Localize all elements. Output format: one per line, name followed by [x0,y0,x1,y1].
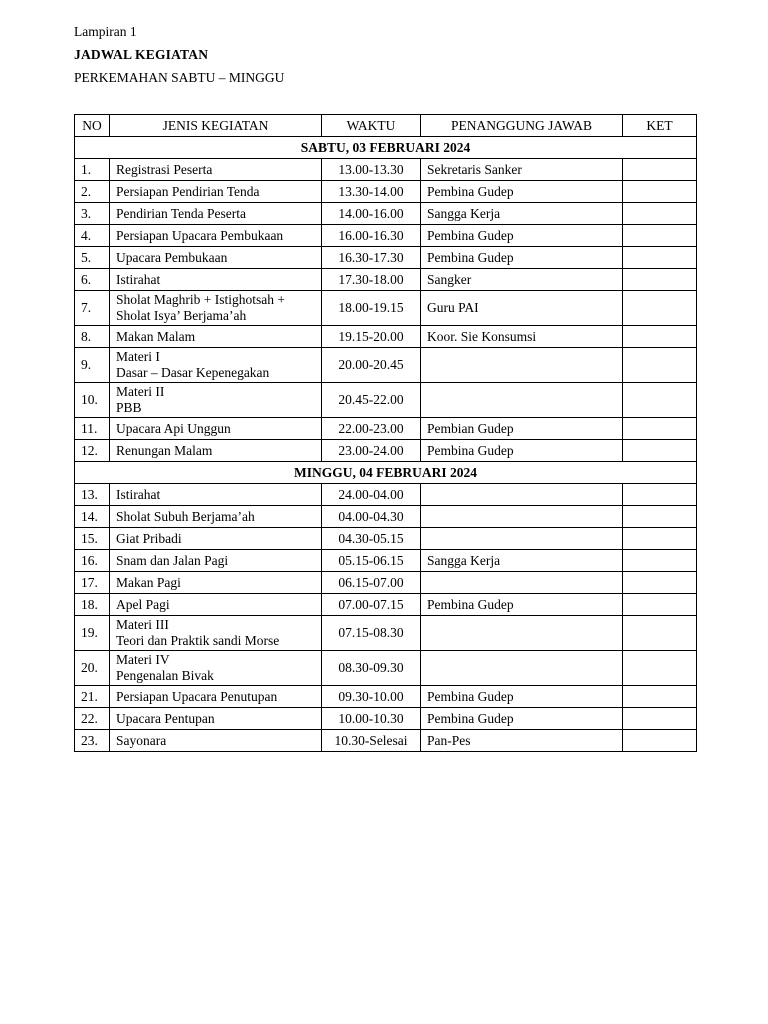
row-number: 11. [75,418,110,440]
note-cell [623,651,697,686]
time-cell: 24.00-04.00 [322,484,421,506]
person-in-charge-cell [421,616,623,651]
table-row [75,203,697,225]
activity-cell [110,506,322,528]
day-label: SABTU, 03 FEBRUARI 2024 [75,137,697,159]
activity-line: Renungan Malam [116,442,213,458]
note-cell [623,418,697,440]
activity-line: Persiapan Upacara Pembukaan [116,227,284,243]
activity-line: Sholat Isya’ Berjama’ah [116,308,247,323]
time-cell: 06.15-07.00 [322,572,421,594]
activity-line: Materi III [116,617,169,632]
activity-line: Makan Pagi [116,574,181,590]
note-cell [623,686,697,708]
table-row [75,572,697,594]
activity-line: Persiapan Pendirian Tenda [116,183,260,199]
document-subtitle: PERKEMAHAN SABTU – MINGGU [74,70,285,85]
note-cell [623,159,697,181]
person-in-charge-cell [421,383,623,418]
row-number: 21. [75,686,110,708]
row-number: 12. [75,440,110,462]
row-number: 19. [75,616,110,651]
schedule-table [74,114,697,752]
person-in-charge-cell: Sangga Kerja [421,550,623,572]
activity-cell [110,348,322,383]
activity-line: Pengenalan Bivak [116,668,214,683]
activity-line: PBB [116,400,142,415]
table-row [75,484,697,506]
person-in-charge-cell [421,651,623,686]
activity-line: Giat Pribadi [116,530,182,546]
activity-cell [110,686,322,708]
row-number: 9. [75,348,110,383]
table-row [75,440,697,462]
activity-line: Registrasi Peserta [116,161,213,177]
time-cell: 04.00-04.30 [322,506,421,528]
activity-line: Teori dan Praktik sandi Morse [116,633,280,648]
column-header-no: NO [75,115,110,137]
activity-line: Sayonara [116,732,167,748]
activity-cell [110,550,322,572]
person-in-charge-cell [421,528,623,550]
time-cell: 04.30-05.15 [322,528,421,550]
table-row [75,616,697,651]
row-number: 20. [75,651,110,686]
activity-line: Makan Malam [116,328,196,344]
activity-cell [110,484,322,506]
table-row [75,348,697,383]
row-number: 13. [75,484,110,506]
time-cell: 14.00-16.00 [322,203,421,225]
table-row [75,506,697,528]
person-in-charge-cell [421,484,623,506]
row-number: 8. [75,326,110,348]
activity-cell [110,572,322,594]
activity-line: Istirahat [116,486,161,502]
time-cell: 20.45-22.00 [322,383,421,418]
note-cell [623,181,697,203]
day-header-row [75,462,697,484]
note-cell [623,730,697,752]
note-cell [623,594,697,616]
note-cell [623,348,697,383]
person-in-charge-cell: Guru PAI [421,291,623,326]
column-header-kegiatan: JENIS KEGIATAN [110,115,322,137]
table-row [75,326,697,348]
time-cell: 10.30-Selesai [322,730,421,752]
table-row [75,708,697,730]
person-in-charge-cell [421,572,623,594]
time-cell: 07.15-08.30 [322,616,421,651]
row-number: 10. [75,383,110,418]
activity-cell [110,418,322,440]
table-row [75,594,697,616]
person-in-charge-cell: Sangker [421,269,623,291]
table-row [75,383,697,418]
note-cell [623,528,697,550]
activity-cell [110,225,322,247]
time-cell: 17.30-18.00 [322,269,421,291]
activity-cell [110,730,322,752]
person-in-charge-cell: Pembina Gudep [421,247,623,269]
person-in-charge-cell: Pan-Pes [421,730,623,752]
activity-line: Materi IV [116,652,170,667]
activity-cell [110,616,322,651]
table-row [75,181,697,203]
activity-cell [110,383,322,418]
activity-cell [110,594,322,616]
person-in-charge-cell: Pembina Gudep [421,225,623,247]
person-in-charge-cell: Pembian Gudep [421,418,623,440]
activity-cell [110,159,322,181]
row-number: 5. [75,247,110,269]
activity-line: Sholat Subuh Berjama’ah [116,508,255,524]
activity-line: Istirahat [116,271,161,287]
row-number: 1. [75,159,110,181]
row-number: 4. [75,225,110,247]
time-cell: 23.00-24.00 [322,440,421,462]
schedule-body [75,137,697,752]
note-cell [623,506,697,528]
attachment-label: Lampiran 1 [74,24,137,39]
activity-cell [110,269,322,291]
activity-line: Upacara Api Unggun [116,420,231,436]
time-cell: 10.00-10.30 [322,708,421,730]
document-header [74,22,284,89]
note-cell [623,291,697,326]
activity-line: Persiapan Upacara Penutupan [116,688,278,704]
time-cell: 20.00-20.45 [322,348,421,383]
row-number: 7. [75,291,110,326]
row-number: 2. [75,181,110,203]
time-cell: 08.30-09.30 [322,651,421,686]
table-row [75,247,697,269]
person-in-charge-cell [421,348,623,383]
column-header-waktu: WAKTU [322,115,421,137]
person-in-charge-cell: Pembina Gudep [421,594,623,616]
note-cell [623,203,697,225]
person-in-charge-cell [421,506,623,528]
table-row [75,550,697,572]
row-number: 6. [75,269,110,291]
activity-line: Apel Pagi [116,596,170,612]
activity-cell [110,528,322,550]
activity-cell [110,651,322,686]
table-header-row [75,115,697,137]
table-row [75,528,697,550]
note-cell [623,383,697,418]
time-cell: 16.30-17.30 [322,247,421,269]
time-cell: 13.30-14.00 [322,181,421,203]
activity-cell [110,247,322,269]
note-cell [623,440,697,462]
row-number: 23. [75,730,110,752]
row-number: 16. [75,550,110,572]
activity-line: Snam dan Jalan Pagi [116,552,229,568]
table-row [75,225,697,247]
time-cell: 16.00-16.30 [322,225,421,247]
activity-line: Pendirian Tenda Peserta [116,205,247,221]
person-in-charge-cell: Pembina Gudep [421,181,623,203]
day-label: MINGGU, 04 FEBRUARI 2024 [75,462,697,484]
note-cell [623,225,697,247]
note-cell [623,247,697,269]
note-cell [623,550,697,572]
table-row [75,159,697,181]
person-in-charge-cell: Pembina Gudep [421,708,623,730]
note-cell [623,269,697,291]
note-cell [623,326,697,348]
table-row [75,291,697,326]
activity-cell [110,203,322,225]
table-row [75,686,697,708]
person-in-charge-cell: Pembina Gudep [421,686,623,708]
person-in-charge-cell: Pembina Gudep [421,440,623,462]
note-cell [623,484,697,506]
activity-cell [110,181,322,203]
document-title: JADWAL KEGIATAN [74,47,209,62]
table-row [75,651,697,686]
time-cell: 09.30-10.00 [322,686,421,708]
row-number: 14. [75,506,110,528]
row-number: 22. [75,708,110,730]
time-cell: 07.00-07.15 [322,594,421,616]
time-cell: 13.00-13.30 [322,159,421,181]
time-cell: 22.00-23.00 [322,418,421,440]
note-cell [623,616,697,651]
activity-line: Materi II [116,384,165,399]
day-header-row [75,137,697,159]
activity-cell [110,326,322,348]
table-row [75,269,697,291]
row-number: 18. [75,594,110,616]
person-in-charge-cell: Sangga Kerja [421,203,623,225]
time-cell: 18.00-19.15 [322,291,421,326]
activity-cell [110,708,322,730]
row-number: 15. [75,528,110,550]
row-number: 17. [75,572,110,594]
table-row [75,730,697,752]
note-cell [623,708,697,730]
activity-cell [110,291,322,326]
activity-line: Materi I [116,349,160,364]
column-header-ket: KET [623,115,697,137]
row-number: 3. [75,203,110,225]
time-cell: 19.15-20.00 [322,326,421,348]
time-cell: 05.15-06.15 [322,550,421,572]
activity-line: Sholat Maghrib + Istighotsah + [116,292,285,307]
person-in-charge-cell: Sekretaris Sanker [421,159,623,181]
activity-line: Dasar – Dasar Kepenegakan [116,365,270,380]
activity-line: Upacara Pembukaan [116,249,228,265]
column-header-penanggung-jawab: PENANGGUNG JAWAB [421,115,623,137]
table-row [75,418,697,440]
activity-line: Upacara Pentupan [116,710,215,726]
note-cell [623,572,697,594]
person-in-charge-cell: Koor. Sie Konsumsi [421,326,623,348]
activity-cell [110,440,322,462]
